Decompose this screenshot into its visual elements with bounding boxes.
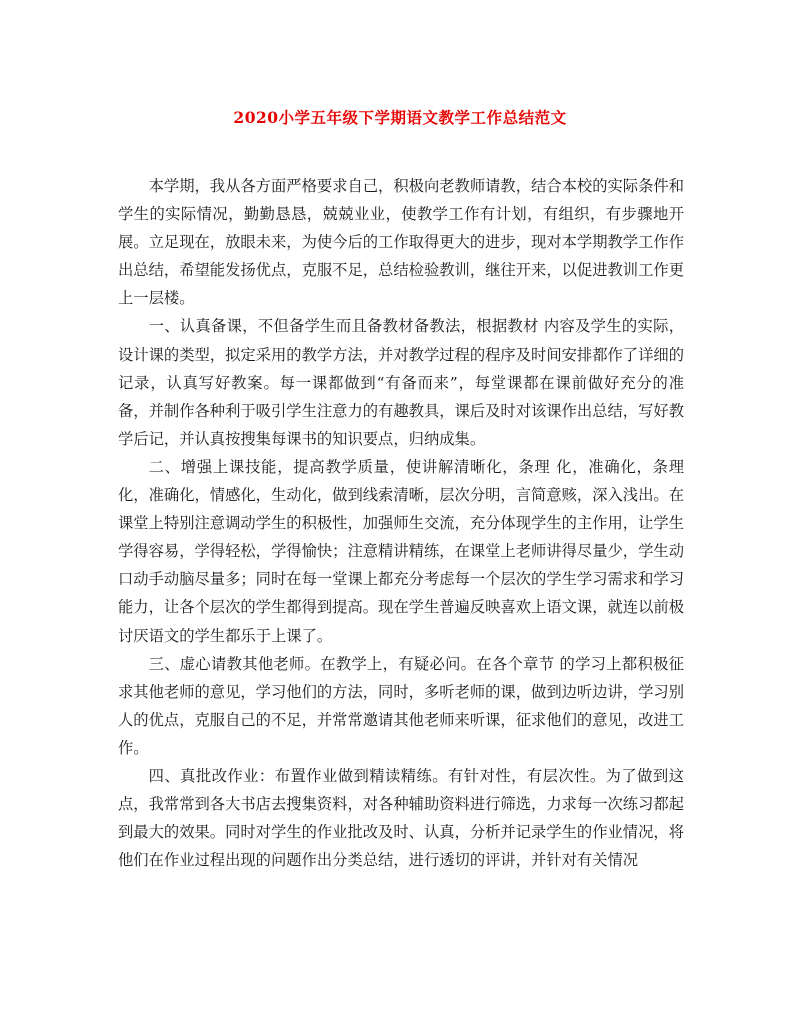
document-title: 2020小学五年级下学期语文教学工作总结范文: [233, 108, 567, 127]
paragraph-section-2: 二、增强上课技能，提高教学质量，使讲解清晰化，条理 化，准确化，条理化，准确化，情感化，生动化，做到线索清晰，层次分明，言简意赅，深入浅出。在课堂上特别注意调动学生的积极性，加强师生交流，充分体现学生的主作用，让学生学得容易，学得轻松，学得愉快；注意精讲精练，在课堂上老师讲得尽量少，学生动口动手动脑尽量多；同时在每一堂课上都充分考虑每一个层次的学生学习需求和学习能力，让各个层次的学生都得到提高。现在学生普遍反映喜欢上语文课，就连以前极讨厌语文的学生都乐于上课了。: [118, 457, 684, 645]
paragraph-section-3: 三、虚心请教其他老师。在教学上，有疑必问。在各个章节 的学习上都积极征求其他老师的意见，学习他们的方法，同时，多听老师的课，做到边听边讲，学习别人的优点，克服自己的不足，并常常邀请其他老师来听课，征求他们的意见，改进工作。: [118, 654, 684, 757]
paragraph-section-4: 四、真批改作业：布置作业做到精读精练。有针对性，有层次性。为了做到这点，我常常到各大书店去搜集资料，对各种辅助资料进行筛选，力求每一次练习都起到最大的效果。同时对学生的作业批改及时、认真，分析并记录学生的作业情况，将他们在作业过程出现的问题作出分类总结，进行透切的评讲，并针对有关情况: [118, 766, 684, 870]
paragraph-section-1: 一、认真备课，不但备学生而且备教材备教法，根据教材 内容及学生的实际，设计课的类型，拟定采用的教学方法，并对教学过程的程序及时间安排都作了详细的记录，认真写好教案。每一课都做到“有备而来”，每堂课都在课前做好充分的准备，并制作各种利于吸引学生注意力的有趣教具，课后及时对该课作出总结，写好教学后记，并认真按搜集每课书的知识要点，归纳成集。: [118, 317, 684, 448]
document-body: [118, 172, 684, 874]
paragraph-intro: 本学期，我从各方面严格要求自己，积极向老教师请教，结合本校的实际条件和学生的实际情况，勤勤恳恳，兢兢业业，使教学工作有计划，有组织，有步骤地开展。立足现在，放眼未来，为使今后的工作取得更大的进步，现对本学期教学工作作出总结，希望能发扬优点，克服不足，总结检验教训，继往开来，以促进教训工作更上一层楼。: [118, 177, 684, 308]
